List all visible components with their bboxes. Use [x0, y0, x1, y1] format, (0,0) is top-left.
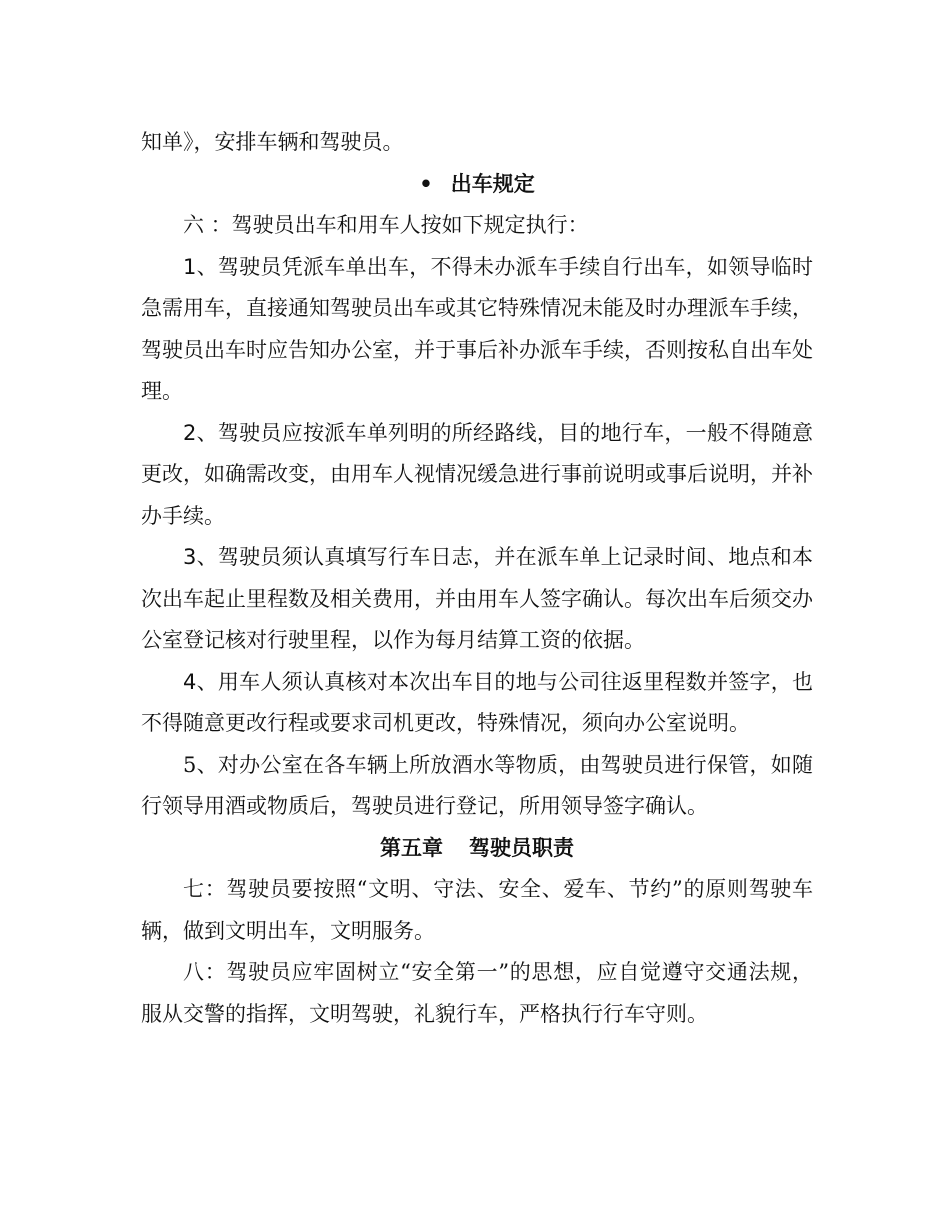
item-number: 4	[183, 669, 197, 694]
article-6: 六 ：驾驶员出车和用车人按如下规定执行：	[183, 213, 589, 237]
chapter-5-heading	[141, 828, 813, 870]
chapter-title: 驾驶员职责	[469, 835, 574, 860]
item-number: 5	[183, 752, 197, 777]
section-heading-departure-rules	[141, 164, 813, 206]
article-8: 八：驾驶员应牢固树立“安全第一”的思想，应自觉遵守交通法规，服从交警的指挥，文明驾驶，礼貌行车，严格执行行车守则。	[141, 960, 813, 1026]
item-text: 、驾驶员应按派车单列明的所经路线，目的地行车，一般不得随意更改，如确需改变，由用车人视情况缓急进行事前说明或事后说明，并补办手续。	[141, 420, 813, 528]
continuation-paragraph: 知单》，安排车辆和驾驶员。	[141, 130, 404, 154]
item-text: 、驾驶员凭派车单出车，不得未办派车手续自行出车，如领导临时急需用车，直接通知驾驶员出车或其它特殊情况未能及时办理派车手续，驾驶员出车时应告知办公室，并于事后补办派车手续，否则按私自出车处理。	[141, 254, 813, 403]
item-number: 3	[183, 545, 197, 569]
document-body	[141, 122, 813, 1035]
list-item-4	[141, 662, 813, 745]
chapter-number: 第五章	[380, 835, 443, 860]
item-text: 、驾驶员须认真填写行车日志，并在派车单上记录时间、地点和本次出车起止里程数及相关费用，并由用车人签字确认。每次出车后须交办公室登记核对行驶里程，以作为每月结算工资的依据。	[141, 545, 813, 652]
list-item-3	[141, 537, 813, 662]
item-number: 1	[183, 254, 197, 279]
list-item-5	[141, 745, 813, 828]
article-7: 七：驾驶员要按照“文明、守法、安全、爱车、节约”的原则驾驶车辆，做到文明出车，文明服务。	[141, 877, 813, 943]
list-item-1	[141, 247, 813, 413]
item-number: 2	[183, 420, 197, 445]
section-title: 出车规定	[450, 171, 535, 196]
item-text: 、对办公室在各车辆上所放酒水等物质，由驾驶员进行保管，如随行领导用酒或物质后，驾驶员进行登记，所用领导签字确认。	[141, 752, 813, 818]
item-text: 、用车人须认真核对本次出车目的地与公司往返里程数并签字，也不得随意更改行程或要求司机更改，特殊情况，须向办公室说明。	[141, 669, 813, 735]
list-item-2	[141, 413, 813, 538]
bullet-icon: •	[419, 171, 433, 196]
